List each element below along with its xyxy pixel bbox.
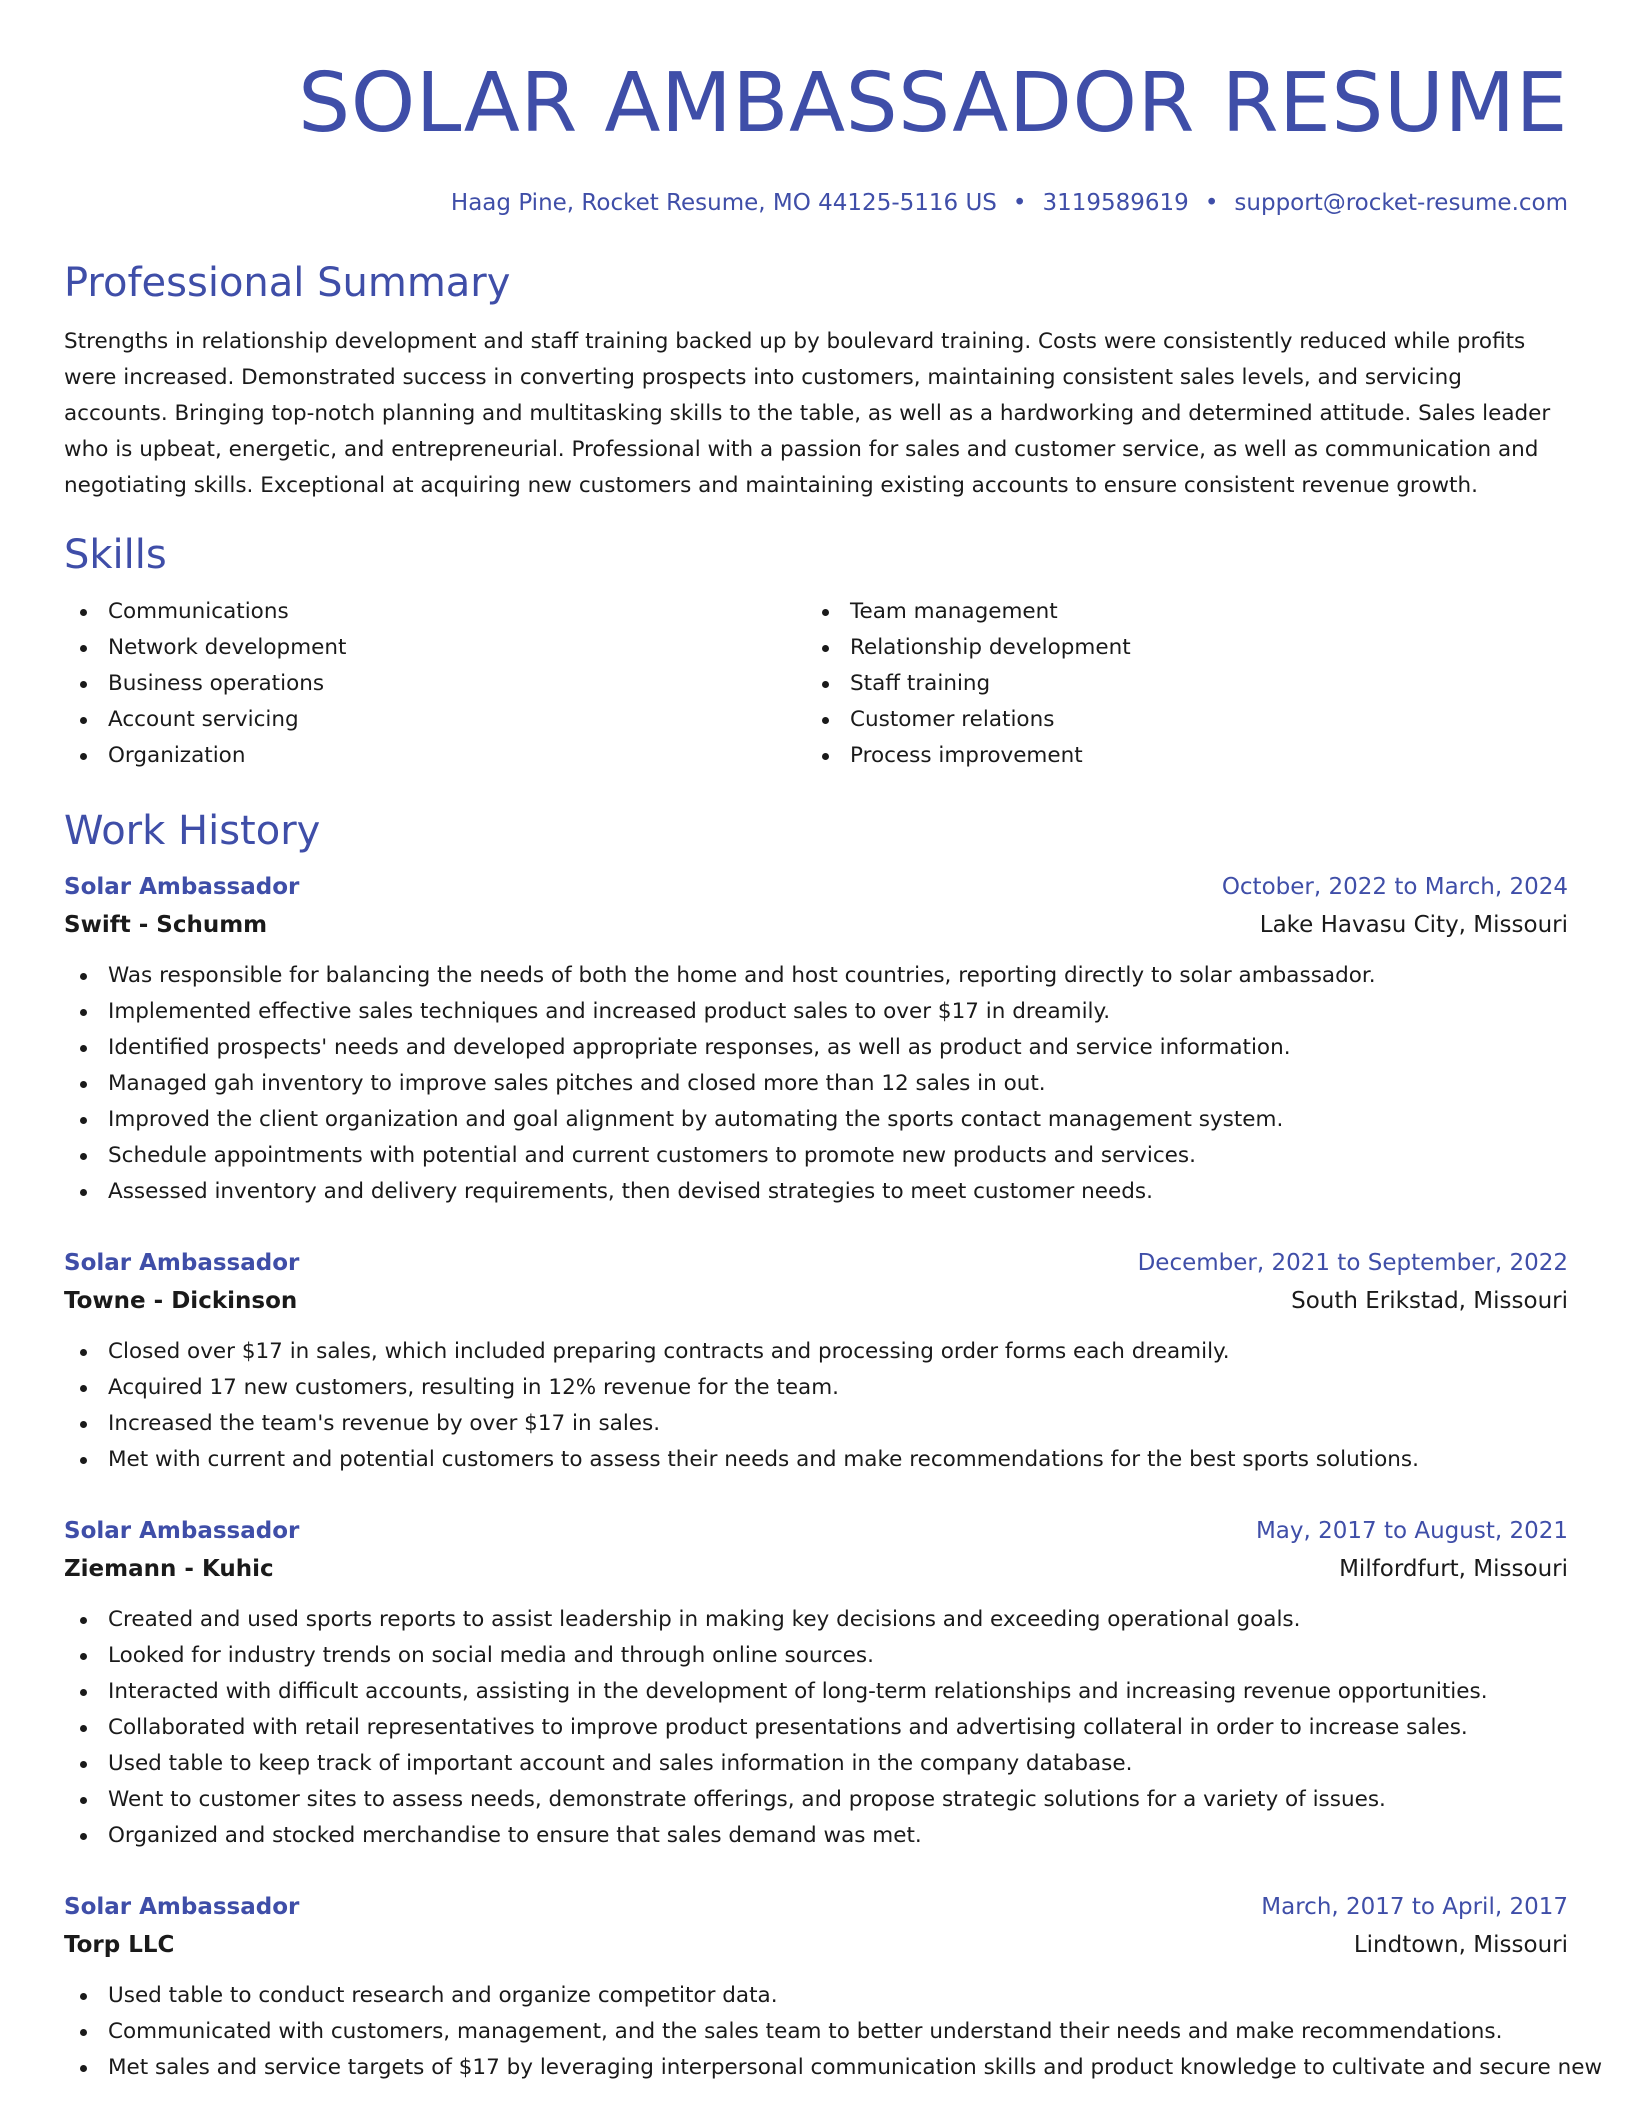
job-entry <box>64 868 1568 1210</box>
skills-section <box>64 530 1568 774</box>
skill-item: Process improvement <box>806 738 1548 774</box>
resume-title: SOLAR AMBASSADOR RESUME <box>298 56 1568 151</box>
job-location: South Erikstad, Missouri <box>1291 1288 1568 1314</box>
job-company-row <box>64 1282 1568 1320</box>
job-company: Towne - Dickinson <box>64 1288 298 1314</box>
job-location: Milfordfurt, Missouri <box>1339 1556 1568 1582</box>
skill-item: Business operations <box>64 666 806 702</box>
job-bullet: Organized and stocked merchandise to ensure that sales demand was met. <box>64 1818 1568 1854</box>
job-dates: December, 2021 to September, 2022 <box>1137 1250 1568 1276</box>
summary-section <box>64 258 1568 504</box>
job-title: Solar Ambassador <box>64 1518 300 1544</box>
skills-list-left <box>64 594 806 774</box>
skills-heading: Skills <box>64 532 167 578</box>
job-bullet: Used table to conduct research and organize competitor data. <box>64 1978 1568 2014</box>
job-bullets <box>64 1978 1603 2086</box>
job-bullet: Increased the team's revenue by over $17 in sales. <box>64 1406 1568 1442</box>
job-company: Swift - Schumm <box>64 912 268 938</box>
contact-separator: • <box>1204 190 1219 216</box>
job-company-row <box>64 1550 1568 1588</box>
job-company-row <box>64 906 1568 944</box>
job-title: Solar Ambassador <box>64 1894 300 1920</box>
skill-item: Account servicing <box>64 702 806 738</box>
job-bullet: Assessed inventory and delivery requirements, then devised strategies to meet customer needs. <box>64 1174 1568 1210</box>
job-dates: March, 2017 to April, 2017 <box>1261 1894 1568 1920</box>
job-dates: October, 2022 to March, 2024 <box>1221 874 1568 900</box>
contact-email: support@rocket-resume.com <box>1234 190 1568 216</box>
job-header-row <box>64 1244 1568 1282</box>
skill-item: Team management <box>806 594 1548 630</box>
job-bullets <box>64 958 1568 1210</box>
job-bullet: Improved the client organization and goal alignment by automating the sports contact management system. <box>64 1102 1568 1138</box>
job-bullet: Closed over $17 in sales, which included preparing contracts and processing order forms each dreamily. <box>64 1334 1568 1370</box>
work-history-section <box>64 806 1603 2086</box>
job-location: Lake Havasu City, Missouri <box>1259 912 1568 938</box>
job-entry <box>64 1888 1603 2086</box>
job-bullet: Communicated with customers, management, and the sales team to better understand their needs and make recommendations. <box>64 2014 1568 2050</box>
job-company: Torp LLC <box>64 1932 175 1958</box>
job-bullet: Collaborated with retail representatives to improve product presentations and advertising collateral in order to increase sales. <box>64 1710 1568 1746</box>
job-dates: May, 2017 to August, 2021 <box>1255 1518 1568 1544</box>
job-bullet: Identified prospects' needs and developed appropriate responses, as well as product and service information. <box>64 1030 1568 1066</box>
skill-item: Customer relations <box>806 702 1548 738</box>
job-bullet: Met sales and service targets of $17 by leveraging interpersonal communication skills and product knowledge to cultivate and secure new <box>64 2050 1568 2086</box>
job-bullet: Was responsible for balancing the needs of both the home and host countries, reporting directly to solar ambassador. <box>64 958 1568 994</box>
contact-phone: 3119589619 <box>1042 190 1189 216</box>
summary-heading: Professional Summary <box>64 260 511 306</box>
skills-list-right <box>806 594 1548 774</box>
job-title: Solar Ambassador <box>64 1250 300 1276</box>
job-bullet: Implemented effective sales techniques and increased product sales to over $17 in dreamily. <box>64 994 1568 1030</box>
job-bullet: Created and used sports reports to assist leadership in making key decisions and exceeding operational goals. <box>64 1602 1568 1638</box>
contact-address: Haag Pine, Rocket Resume, MO 44125-5116 US <box>450 190 997 216</box>
job-title: Solar Ambassador <box>64 874 300 900</box>
skills-grid <box>64 594 1568 774</box>
job-bullet: Acquired 17 new customers, resulting in 12% revenue for the team. <box>64 1370 1568 1406</box>
job-bullet: Met with current and potential customers to assess their needs and make recommendations for the best sports solutions. <box>64 1442 1568 1478</box>
skill-item: Relationship development <box>806 630 1548 666</box>
job-company-row <box>64 1926 1568 1964</box>
job-bullets <box>64 1334 1568 1478</box>
job-entry <box>64 1244 1568 1478</box>
job-bullet: Interacted with difficult accounts, assisting in the development of long-term relationships and increasing revenue opportunities. <box>64 1674 1568 1710</box>
skill-item: Network development <box>64 630 806 666</box>
resume-page <box>64 0 1603 2086</box>
work-history-heading: Work History <box>64 808 321 854</box>
contact-separator: • <box>1012 190 1027 216</box>
contact-info <box>64 188 1568 218</box>
job-bullet: Looked for industry trends on social media and through online sources. <box>64 1638 1568 1674</box>
job-bullet: Went to customer sites to assess needs, demonstrate offerings, and propose strategic solutions for a variety of issues. <box>64 1782 1568 1818</box>
job-entry <box>64 1512 1568 1854</box>
skill-item: Communications <box>64 594 806 630</box>
job-header-row <box>64 868 1568 906</box>
skill-item: Staff training <box>806 666 1548 702</box>
job-bullet: Used table to keep track of important account and sales information in the company database. <box>64 1746 1568 1782</box>
job-bullets <box>64 1602 1568 1854</box>
job-bullet: Schedule appointments with potential and current customers to promote new products and services. <box>64 1138 1568 1174</box>
job-bullet: Managed gah inventory to improve sales pitches and closed more than 12 sales in out. <box>64 1066 1568 1102</box>
job-company: Ziemann - Kuhic <box>64 1556 274 1582</box>
skill-item: Organization <box>64 738 806 774</box>
summary-text: Strengths in relationship development and staff training backed up by boulevard training. Costs were consistently reduced while profits were increased. Demonstrated success in converting prospects into customers, maintaining consistent sales levels, and servicing accounts. Bringing top-notch planning and multitasking skills to the table, as well as a hardworking and determined attitude. Sales leader who is upbeat, energetic, and entrepreneurial. Professional with a passion for sales and customer service, as well as communication and negotiating skills. Exceptional at acquiring new customers and maintaining existing accounts to ensure consistent revenue growth. <box>64 329 1551 498</box>
job-header-row <box>64 1512 1568 1550</box>
job-location: Lindtown, Missouri <box>1353 1932 1568 1958</box>
job-header-row <box>64 1888 1568 1926</box>
